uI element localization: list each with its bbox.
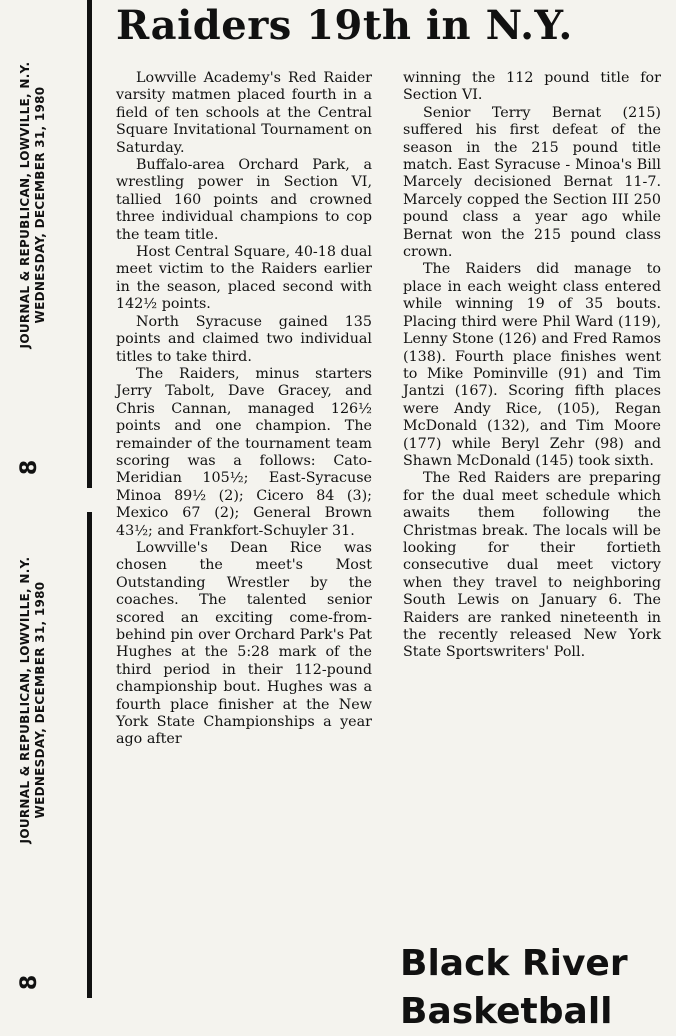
paragraph: Buffalo-area Orchard Park, a wrestling power in Section VI, tallied 160 points and crowned three individual champions to cop the team title. <box>116 157 372 243</box>
paragraph: The Raiders did manage to place in each weight class entered while winning 19 of 35 bouts. Placing third were Phil Ward (119), Lenny Stone (126) and Fred Ramos (138). Fourth place finishes went to Mike Pominville (91) and Tim Jantzi (167). Scoring fifth places were Andy Rice, (105), Regan McDonald (132), and Tim Moore (177) while Beryl Zehr (98) and Shawn McDonald (145) took sixth. <box>403 261 661 469</box>
paragraph: The Raiders, minus starters Jerry Tabolt, Dave Gracey, and Chris Cannan, managed 126½ points and one champion. The remainder of the tournament team scoring was a follows: Cato-Meridian 105½; East-Syracuse Minoa 89½ (2); Cicero 84 (3); Mexico 67 (2); General Brown 43½; and Frankfort-Schuyler 31. <box>116 365 372 539</box>
page-number-top: 8 <box>17 459 43 476</box>
article-column-right <box>403 70 661 662</box>
article-column-left <box>116 70 372 749</box>
article-headline: Raiders 19th in N.Y. <box>116 2 573 49</box>
paragraph: Senior Terry Bernat (215) suffered his first defeat of the season in the 215 pound title match. East Syracuse - Minoa's Bill Marcely decisioned Bernat 11-7. Marcely copped the Section III 250 pound class a year ago while Bernat won the 215 pound class crown. <box>403 104 661 261</box>
margin-label-top <box>18 10 48 400</box>
next-headline-line: Black River <box>400 943 628 984</box>
next-headline-line: Basketball <box>400 991 613 1032</box>
column-rule <box>87 0 92 488</box>
paragraph: Lowville's Dean Rice was chosen the meet's Most Outstanding Wrestler by the coaches. The talented senior scored an exciting come-from-behind pin over Orchard Park's Pat Hughes at the 5:28 mark of the third period in their 112-pound championship bout. Hughes was a fourth place finisher at the New York State Championships a year ago after <box>116 539 372 748</box>
paragraph: North Syracuse gained 135 points and claimed two individual titles to take third. <box>116 313 372 365</box>
margin-publication: JOURNAL & REPUBLICAN, LOWVILLE, N.Y. <box>18 556 32 844</box>
column-rule <box>87 512 92 998</box>
margin-label-bottom <box>18 505 48 895</box>
paragraph-continuation: winning the 112 pound title for Section VI. <box>403 70 661 104</box>
margin-date: WEDNESDAY, DECEMBER 31, 1980 <box>33 86 47 324</box>
margin-publication: JOURNAL & REPUBLICAN, LOWVILLE, N.Y. <box>18 61 32 349</box>
page-number-bottom: 8 <box>17 974 43 991</box>
paragraph: Host Central Square, 40-18 dual meet victim to the Raiders earlier in the season, placed second with 142½ points. <box>116 244 372 313</box>
paragraph: The Red Raiders are preparing for the dual meet schedule which awaits them following the Christmas break. The locals will be looking for their fortieth consecutive dual meet victory when they travel to neighboring South Lewis on January 6. The Raiders are ranked nineteenth in the recently released New York State Sportswriters' Poll. <box>403 470 661 661</box>
margin-date: WEDNESDAY, DECEMBER 31, 1980 <box>33 581 47 819</box>
margin-strip <box>0 0 90 1024</box>
paragraph: Lowville Academy's Red Raider varsity matmen placed fourth in a field of ten schools at the Central Square Invitational Tournament on Saturday. <box>116 70 372 156</box>
next-article-headline <box>400 940 676 1036</box>
